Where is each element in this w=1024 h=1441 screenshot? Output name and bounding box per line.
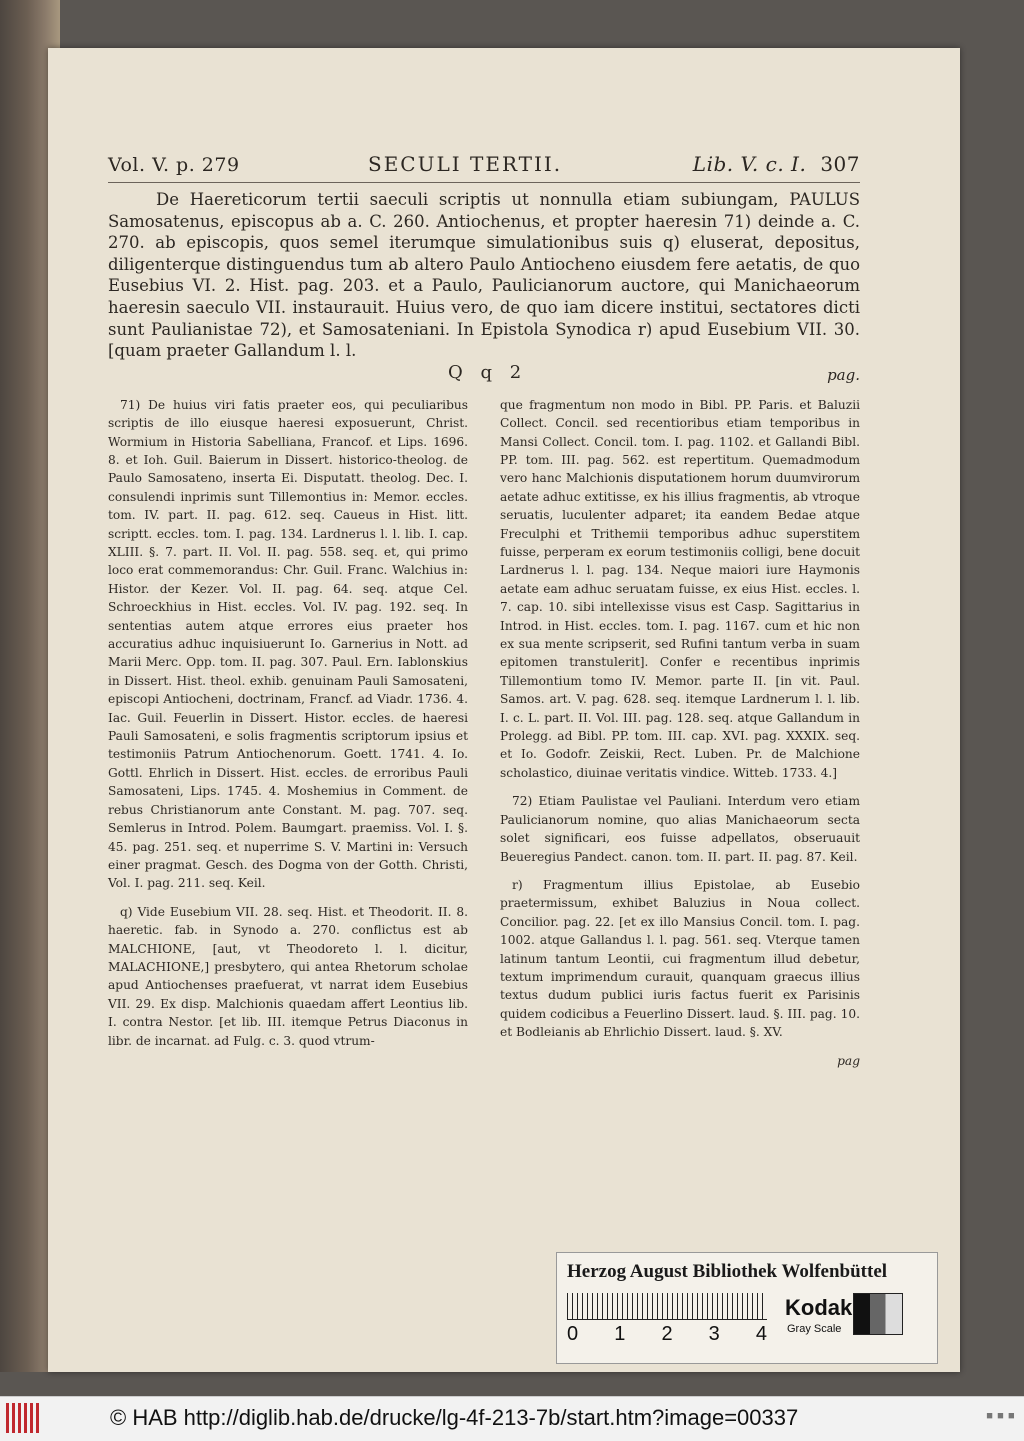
kodak-brand: Kodak (785, 1295, 853, 1320)
hab-logo-icon (6, 1403, 42, 1433)
book-page (48, 48, 960, 1372)
catchword-top: pag. (827, 365, 860, 384)
gray-scale-label: Gray Scale (787, 1323, 842, 1335)
ruler-ticks (567, 1323, 767, 1346)
tick-0: 0 (567, 1323, 579, 1345)
footnote-r: r) Fragmentum illius Epistolae, ab Eusebio praetermissum, exhibet Baluzius in Noua collect. Concilior. pag. 22. [et ex illo Mansius Concil. tom. I. pag. 1002. atque Gallandus l. l. pag. 561. seq. Vterque tamen latinum tantum Leontii, cui fragmentum illud debetur, textum imprimendum curauit, quanquam graecus illius textus dudum publici iuris factus fuerit ex Parisinis quidem codicibus a Feuerlino Dissert. laud. §. III. pag. 10. et Bodleianis ab Ehrlichio Dissert. laud. §. XV. (500, 877, 860, 1040)
main-paragraph: De Haereticorum tertii saeculi scriptis ut nonnulla etiam subiungam, PAULUS Samosatenus, episcopus ab a. C. 260. Antiochenus, et propter haeresin 71) deinde a. C. 270. ab episcopis, quos semel iterumque simulationibus suis q) eluserat, depositus, diligenterque distinguendus tum ab altero Paulo Antiocheno eiusdem fere aetatis, de quo Eusebius VI. 2. Hist. pag. 203. et a Paulo, Paulicianorum auctore, qui Manichaeorum haeresin saeculo VII. instaurauit. Huius vero, de quo iam dicere institui, sectatores dicti sunt Paulianistae 72), et Samosateniani. In Epistola Synodica r) apud Eusebium VII. 30. [quam praeter Gallandum l. l. (108, 190, 860, 361)
catchword-bottom: pag (837, 1053, 860, 1068)
footnote-continuation: que fragmentum non modo in Bibl. PP. Paris. et Baluzii Collect. Concil. sed recentioribus etiam temporibus in Mansi Collect. Concil. tom. I. pag. 1102. et Gallandi Bibl. PP. tom. III. pag. 562. est repertitum. Quemadmodum vero hanc Malchionis disputationem horum duumvirorum aetate adhuc extitisse, ex his illius fragmentis, ab vtroque seruatis, luculenter adparet; ita eandem Bedae atque Freculphi et Trithemii temporibus adhuc superstitem fuisse, perperam ex eorum testimoniis colligi, bene docuit Lardnerus l. l. pag. 134. Neque maiori iure Haymonis aetate eam adhuc seruatam fuisse, ex eius Hist. eccles. l. 7. cap. 10. sibi intellexisse visus est Casp. Sagittarius in Introd. in Hist. eccles. tom. I. pag. 1167. cum et hic non ex sua mente scripserit, sed Rufini tantum verba in suam epitomen transtulerit]. Confer e recentibus inprimis Tillemontium tomo IV. Memor. parte II. [in vit. Paul. Samos. art. V. pag. 628. seq. itemque Lardnerum l. l. lib. I. c. L. part. II. Vol. III. pag. 128. seq. atque Gallandum in Prolegg. ad Bibl. PP. tom. III. cap. XVI. pag. XXXIX. seq. et Io. Godofr. Zeiskii, Rect. Luben. Pr. de Malchione scholastico, diuinae veritatis vindice. Witteb. 1733. 4.] (500, 397, 860, 780)
footnote-columns (108, 396, 860, 1156)
scale-ruler (567, 1293, 767, 1320)
signature-row (108, 362, 860, 388)
footnote-q: q) Vide Eusebium VII. 28. seq. Hist. et Theodorit. II. 8. haeretic. fab. in Synodo a. 270. conflictus est ab MALCHIONE, [aut, vt Theodoreto l. l. dicitur, MALACHIONE,] presbytero, qui antea Rhetorum scholae apud Antiochenses praefuerat, vt narrat idem Eusebius VII. 29. Ex disp. Malchionis quaedam affert Leontius lib. I. contra Nestor. [et lib. III. itemque Petrus Diaconus in libr. de incarnat. ad Fulg. c. 3. quod vtrum- (108, 904, 468, 1048)
footnote-71: 71) De huius viri fatis praeter eos, qui peculiaribus scriptis de illo eiusque haeresi exposuerunt, Christ. Wormium in Historia Sabelliana, Francof. et Lips. 1696. 8. et Ioh. Guil. Baierum in Dissert. historico-theolog. de Paulo Samosateno, inserta Ei. Disputatt. theolog. Dec. I. consulendi inprimis sunt Tillemontius in: Memor. eccles. tom. IV. part. II. pag. 612. seq. Caueus in Hist. litt. scriptt. eccles. tom. I. pag. 134. Lardnerus l. l. lib. I. cap. XLIII. §. 7. part. II. Vol. II. pag. 558. seq. et, qui primo loco erat commemorandus: Chr. Guil. Franc. Walchius in: Histor. der Kezer. Vol. II. pag. 64. seq. atque Cel. Schroeckhius in Hist. eccles. Vol. IV. pag. 192. seq. In sententias autem atque errores eius praeter hos accuratius adhuc inquisiuerunt Io. Garnerius in Nott. ad Marii Merc. Opp. tom. II. pag. 307. Paul. Ern. Iablonskius in Dissert. Hist. theol. exhib. genuinam Pauli Samosateni, episcopi Antiocheni, doctrinam, Francf. ad Viadr. 1736. 4. Iac. Guil. Feuerlin in Dissert. Histor. eccles. de haeresi Pauli Samosateni, e solis fragmentis scriptorum ipsius et testimoniis Patrum Antiochenorum. Goett. 1741. 4. Io. Gottl. Ehrlich in Dissert. Hist. eccles. de erroribus Pauli Samosateni, Lips. 1745. 4. Moshemius in Comment. de rebus Christianorum ante Constant. M. pag. 707. seq. Semlerus in Introd. Polem. Baumgart. praemiss. Vol. I. §. 45. pag. 251. seq. et nuperrime S. V. Martini in: Versuch einer pragmat. Gesch. des Dogma von der Gotth. Christi, Vol. I. pag. 211. seq. Keil. (108, 397, 468, 891)
tick-2: 2 (661, 1323, 673, 1345)
tick-4: 4 (755, 1323, 767, 1345)
footer-marks: ■ ■ ■ (986, 1411, 1014, 1421)
tick-1: 1 (614, 1323, 626, 1345)
header-volume: Vol. V. p. 279 (108, 154, 240, 176)
header-rule (108, 182, 860, 183)
copyright-link[interactable]: © HAB http://diglib.hab.de/drucke/lg-4f-213-7b/start.htm?image=00337 (110, 1405, 799, 1430)
page-content (108, 148, 860, 1156)
header-chapter (693, 152, 860, 176)
library-name: Herzog August Bibliothek Wolfenbüttel (567, 1261, 888, 1282)
footnote-column-right (500, 396, 860, 1070)
library-color-label (556, 1252, 938, 1364)
running-header (108, 148, 860, 180)
tick-3: 3 (708, 1323, 720, 1345)
footnote-72: 72) Etiam Paulistae vel Pauliani. Interdum vero etiam Paulicianorum nomine, quo alias Manichaeorum secta solet significari, eos fuisse adpellatos, obseruauit Beueregius Pandect. canon. tom. II. part. II. pag. 87. Keil. (500, 794, 860, 864)
header-chapter-label: Lib. V. c. I. (692, 152, 807, 176)
header-title: SECULI TERTII. (368, 152, 563, 176)
signature-mark: Q q 2 (448, 361, 528, 383)
footnote-column-left (108, 396, 468, 1060)
gray-scale-swatch (853, 1293, 903, 1335)
footer-bar (0, 1396, 1024, 1441)
page-number: 307 (820, 152, 860, 176)
